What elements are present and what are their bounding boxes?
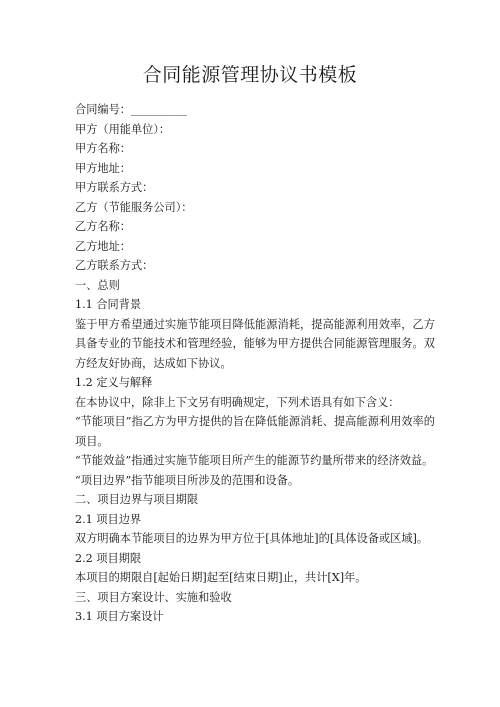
subsection-heading-boundary: 2.1 项目边界 — [75, 512, 142, 526]
document-body — [75, 100, 435, 627]
section-heading-general: 一、总则 — [75, 278, 120, 292]
party-b-address-line: 乙方地址： — [75, 239, 131, 253]
party-a-heading: 甲方（用能单位）： — [75, 122, 171, 136]
section-heading-boundary-term: 二、项目边界与项目期限 — [75, 493, 199, 506]
document-title: 合同能源管理协议书模板 — [142, 64, 358, 86]
paragraph-background: 鉴于甲方希望通过实施节能项目降低能源消耗，提高能源利用效率，乙方具备专业的节能技术和管理经验，能够为甲方提供合同能源管理服务。双方经友好协商，达成如下协议。 — [75, 317, 435, 370]
party-a-address-line: 甲方地址： — [75, 161, 131, 175]
subsection-heading-term: 2.2 项目期限 — [75, 551, 142, 565]
definition-energy-project: “节能项目”指乙方为甲方提供的旨在降低能源消耗、提高能源利用效率的项目。 — [75, 415, 435, 448]
party-b-name-line: 乙方名称： — [75, 220, 131, 233]
party-a-name-line: 甲方名称： — [75, 142, 131, 155]
section-heading-design: 三、项目方案设计、实施和验收 — [75, 590, 232, 604]
subsection-heading-definitions: 1.2 定义与解释 — [75, 376, 153, 389]
party-a-contact-line: 甲方联系方式： — [75, 181, 154, 194]
subsection-heading-background: 1.1 合同背景 — [75, 298, 142, 311]
paragraph-boundary: 双方明确本节能项目的边界为甲方位于[具体地址]的[具体设备或区域]。 — [75, 532, 429, 545]
subsection-heading-design: 3.1 项目方案设计 — [75, 610, 164, 623]
party-b-contact-line: 乙方联系方式： — [75, 259, 154, 272]
definition-energy-benefit: “节能效益”指通过实施节能项目所产生的能源节约量所带来的经济效益。 — [75, 454, 434, 467]
definition-project-boundary: “项目边界”指节能项目所涉及的范围和设备。 — [75, 473, 300, 487]
party-b-heading: 乙方（节能服务公司）： — [75, 200, 193, 214]
contract-number-line: 合同编号：__________ — [75, 103, 187, 116]
definitions-intro: 在本协议中，除非上下文另有明确规定，下列术语具有如下含义： — [75, 395, 400, 409]
paragraph-term: 本项目的期限自[起始日期]起至[结束日期]止，共计[X]年。 — [75, 571, 367, 584]
